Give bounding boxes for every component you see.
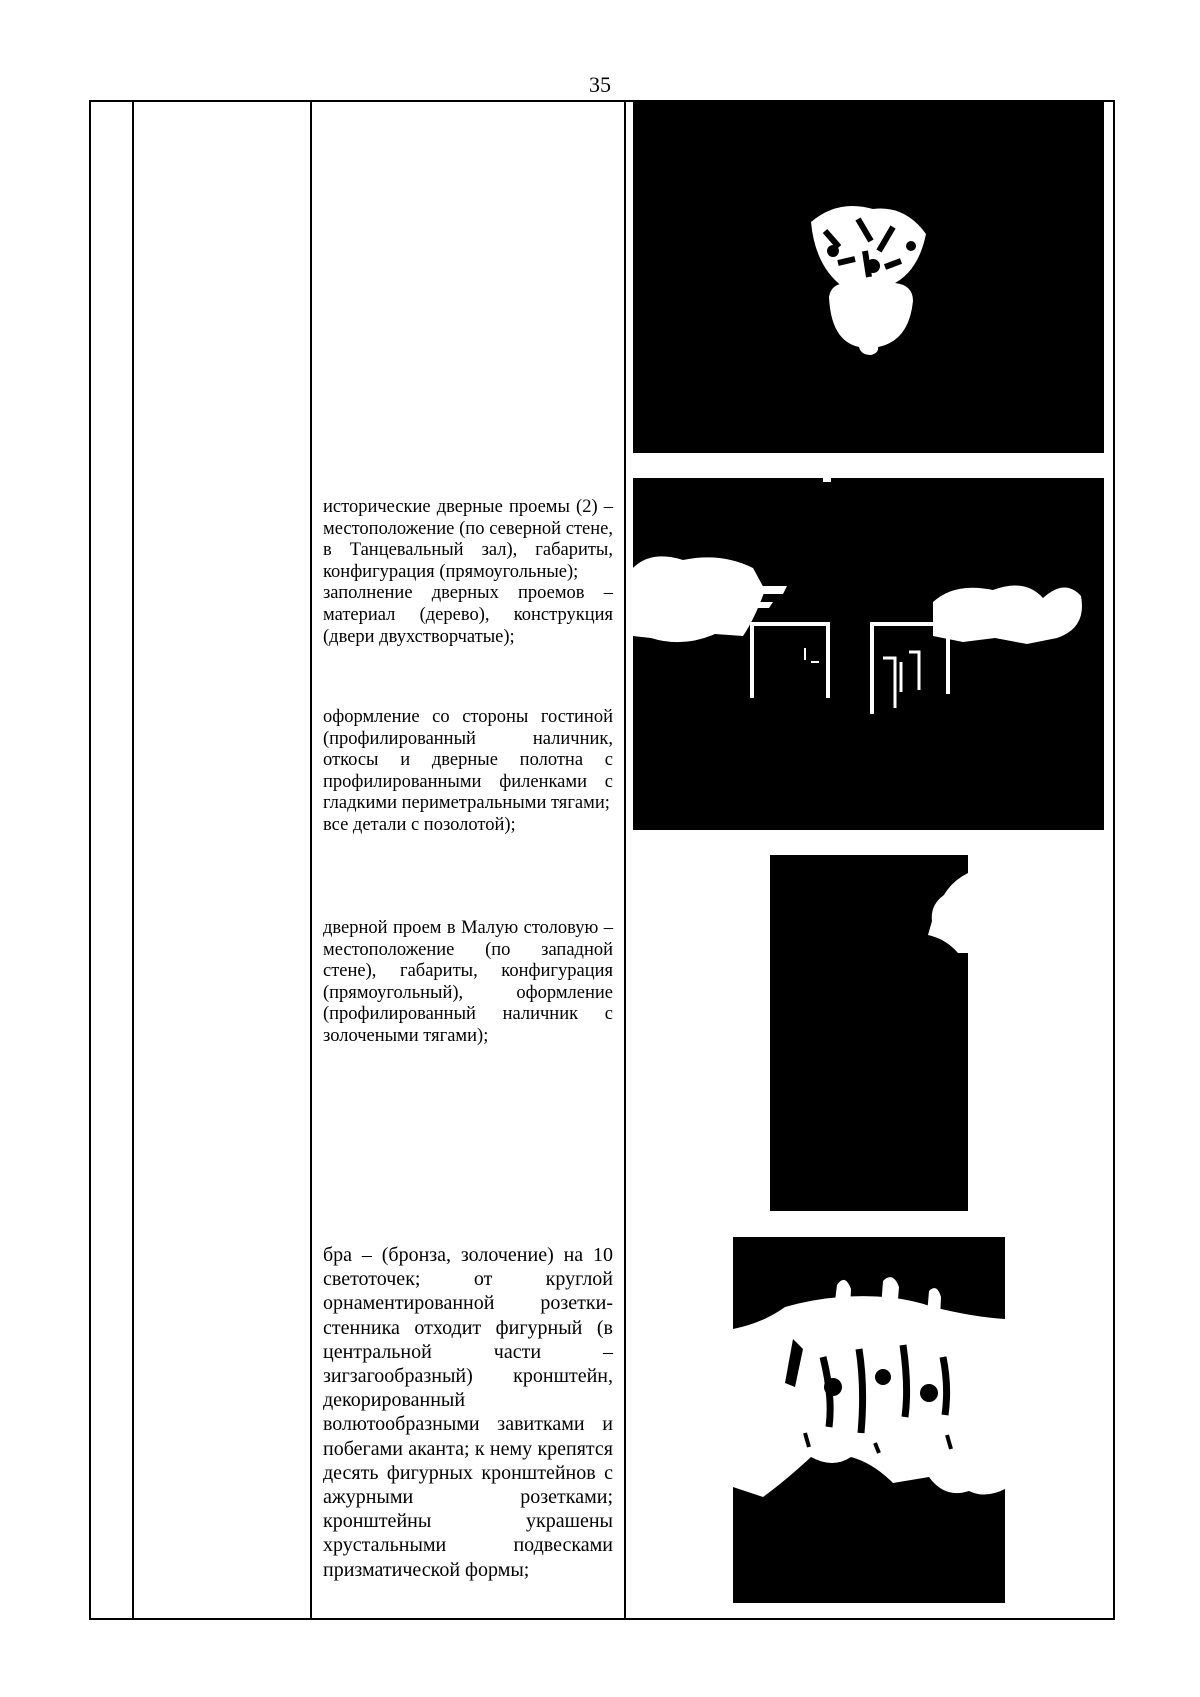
doorways-filling-text: заполнение дверных проемов – материал (дерево), конструкция (двери двухстворчатые); (323, 583, 613, 647)
doorways-decoration-description (323, 707, 613, 837)
sconce-image (733, 1237, 1005, 1603)
sconce-photo (733, 1237, 1005, 1603)
column-divider (310, 102, 312, 1618)
chandelier-image (633, 101, 1104, 453)
small-dining-doorway-text: дверной проем в Малую столовую – местоположение (по западной стене), габариты, конфигурация (прямоугольный), оформление (профилированный наличник с золочеными тягами); (323, 918, 613, 1046)
doorway-photo (770, 855, 968, 1211)
ceiling-light-photo (633, 101, 1104, 453)
doorway-image (770, 855, 968, 1211)
column-divider (132, 102, 134, 1618)
doorways-gilding-text: все детали с позолотой); (323, 814, 516, 835)
page-number: 35 (589, 72, 611, 97)
doorways-photo (633, 478, 1104, 830)
doorways-location-text: исторические дверные проемы (2) – местоположение (по северной стене, в Танцевальный зал), габариты, конфигурация (прямоугольные); (323, 497, 613, 582)
doorways-decoration-text: оформление со стороны гостиной (профилированный наличник, откосы и дверные полотна с профилированными филенками с гладкими периметральными тягами; (323, 707, 613, 814)
sconce-description (323, 1243, 613, 1582)
doorways-image (633, 478, 1104, 830)
column-divider (624, 102, 626, 1618)
sconce-text: бра – (бронза, золочение) на 10 светоточек; от круглой орнаментированной розетки-стенника отходит фигурный (в центральной части – зигзагообразный) кронштейн, декорированный волютообразными завитками и побегами аканта; к нему крепятся десять фигурных кронштейнов с ажурными розетками; кронштейны украшены хрустальными подвесками призматической формы; (323, 1244, 613, 1581)
small-dining-doorway-description (323, 918, 613, 1048)
doorways-description (323, 497, 613, 648)
